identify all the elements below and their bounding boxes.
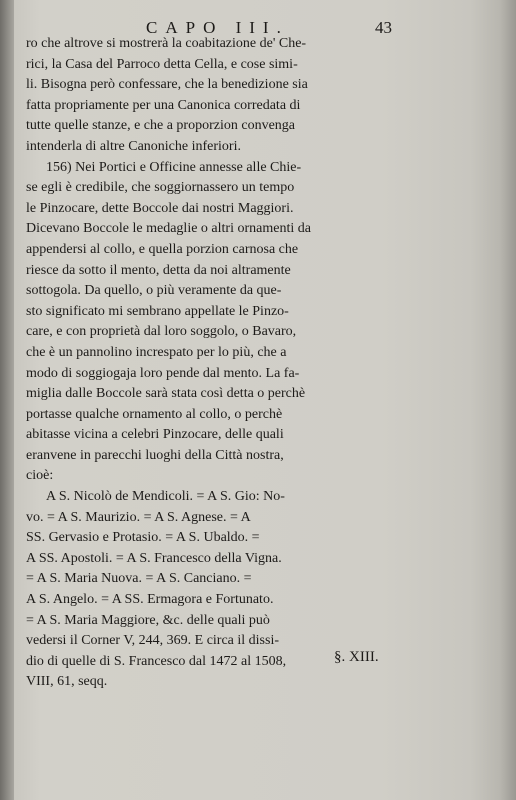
text-line: se egli è credibile, che soggiornassero un tempo — [26, 180, 295, 196]
text-line: le Pinzocare, dette Boccole dai nostri Maggiori. — [26, 200, 294, 216]
text-line: sto significato mi sembrano appellate le Pinzo- — [26, 303, 289, 319]
text-line: 156) Nei Portici e Officine annesse alle Chie- — [46, 159, 302, 175]
text-line: = A S. Maria Nuova. = A S. Canciano. = — [26, 571, 252, 587]
text-line: ro che altrove si mostrerà la coabitazione de' Che- — [26, 36, 307, 51]
page-number: 43 — [375, 18, 392, 37]
text-line: li. Bisogna però confessare, che la benedizione sia — [26, 77, 308, 93]
text-line: portasse qualche ornamento al collo, o perchè — [26, 406, 283, 422]
text-line: fatta propriamente per una Canonica corredata di — [26, 97, 301, 113]
next-section-heading: §. XIII. — [334, 649, 379, 665]
text-line: = A S. Maria Maggiore, &c. delle quali può — [26, 612, 270, 628]
chapter-title: CAPO III. — [146, 18, 289, 37]
text-line: eranvene in parecchi luoghi della Città nostra, — [26, 447, 284, 463]
body-text — [26, 34, 398, 693]
text-line: abitasse vicina a celebri Pinzocare, delle quali — [26, 427, 284, 443]
text-line: A SS. Apostoli. = A S. Francesco della Vigna. — [26, 550, 282, 566]
text-line: Dicevano Boccole le medaglie o altri ornamenti da — [26, 221, 311, 237]
text-line: modo di soggiogaja loro pende dal mento. La fa- — [26, 365, 300, 381]
text-line: riesce da sotto il mento, detta da noi altramente — [26, 262, 291, 278]
text-line: dio di quelle di S. Francesco dal 1472 al 1508, — [26, 653, 287, 669]
text-line: vo. = A S. Maurizio. = A S. Agnese. = A — [26, 509, 251, 525]
text-line: sottogola. Da quello, o più veramente da que- — [26, 283, 282, 299]
text-line: rici, la Casa del Parroco detta Cella, e cose simi- — [26, 56, 298, 72]
text-line: miglia dalle Boccole sarà stata così detta o perchè — [26, 386, 306, 402]
text-line: A S. Angelo. = A SS. Ermagora e Fortunato. — [26, 592, 274, 608]
text-line: tutte quelle stanze, e che a proporzion convenga — [26, 118, 295, 134]
text-line: intenderla di altre Canoniche inferiori. — [26, 138, 241, 154]
text-line: che è un pannolino increspato per lo più, che a — [26, 344, 287, 360]
text-line: care, e con proprietà dal loro soggolo, o Bavaro, — [26, 324, 297, 340]
text-line: cioè: — [26, 468, 54, 484]
page-gutter — [0, 0, 14, 800]
text-line: appendersi al collo, e quella porzion carnosa che — [26, 241, 299, 257]
text-line: SS. Gervasio e Protasio. = A S. Ubaldo. = — [26, 530, 260, 546]
text-line: A S. Nicolò de Mendicoli. = A S. Gio: No- — [46, 489, 285, 505]
text-line: VIII, 61, seqq. — [26, 674, 108, 690]
text-line: vedersi il Corner V, 244, 369. E circa il dissi- — [26, 633, 279, 649]
